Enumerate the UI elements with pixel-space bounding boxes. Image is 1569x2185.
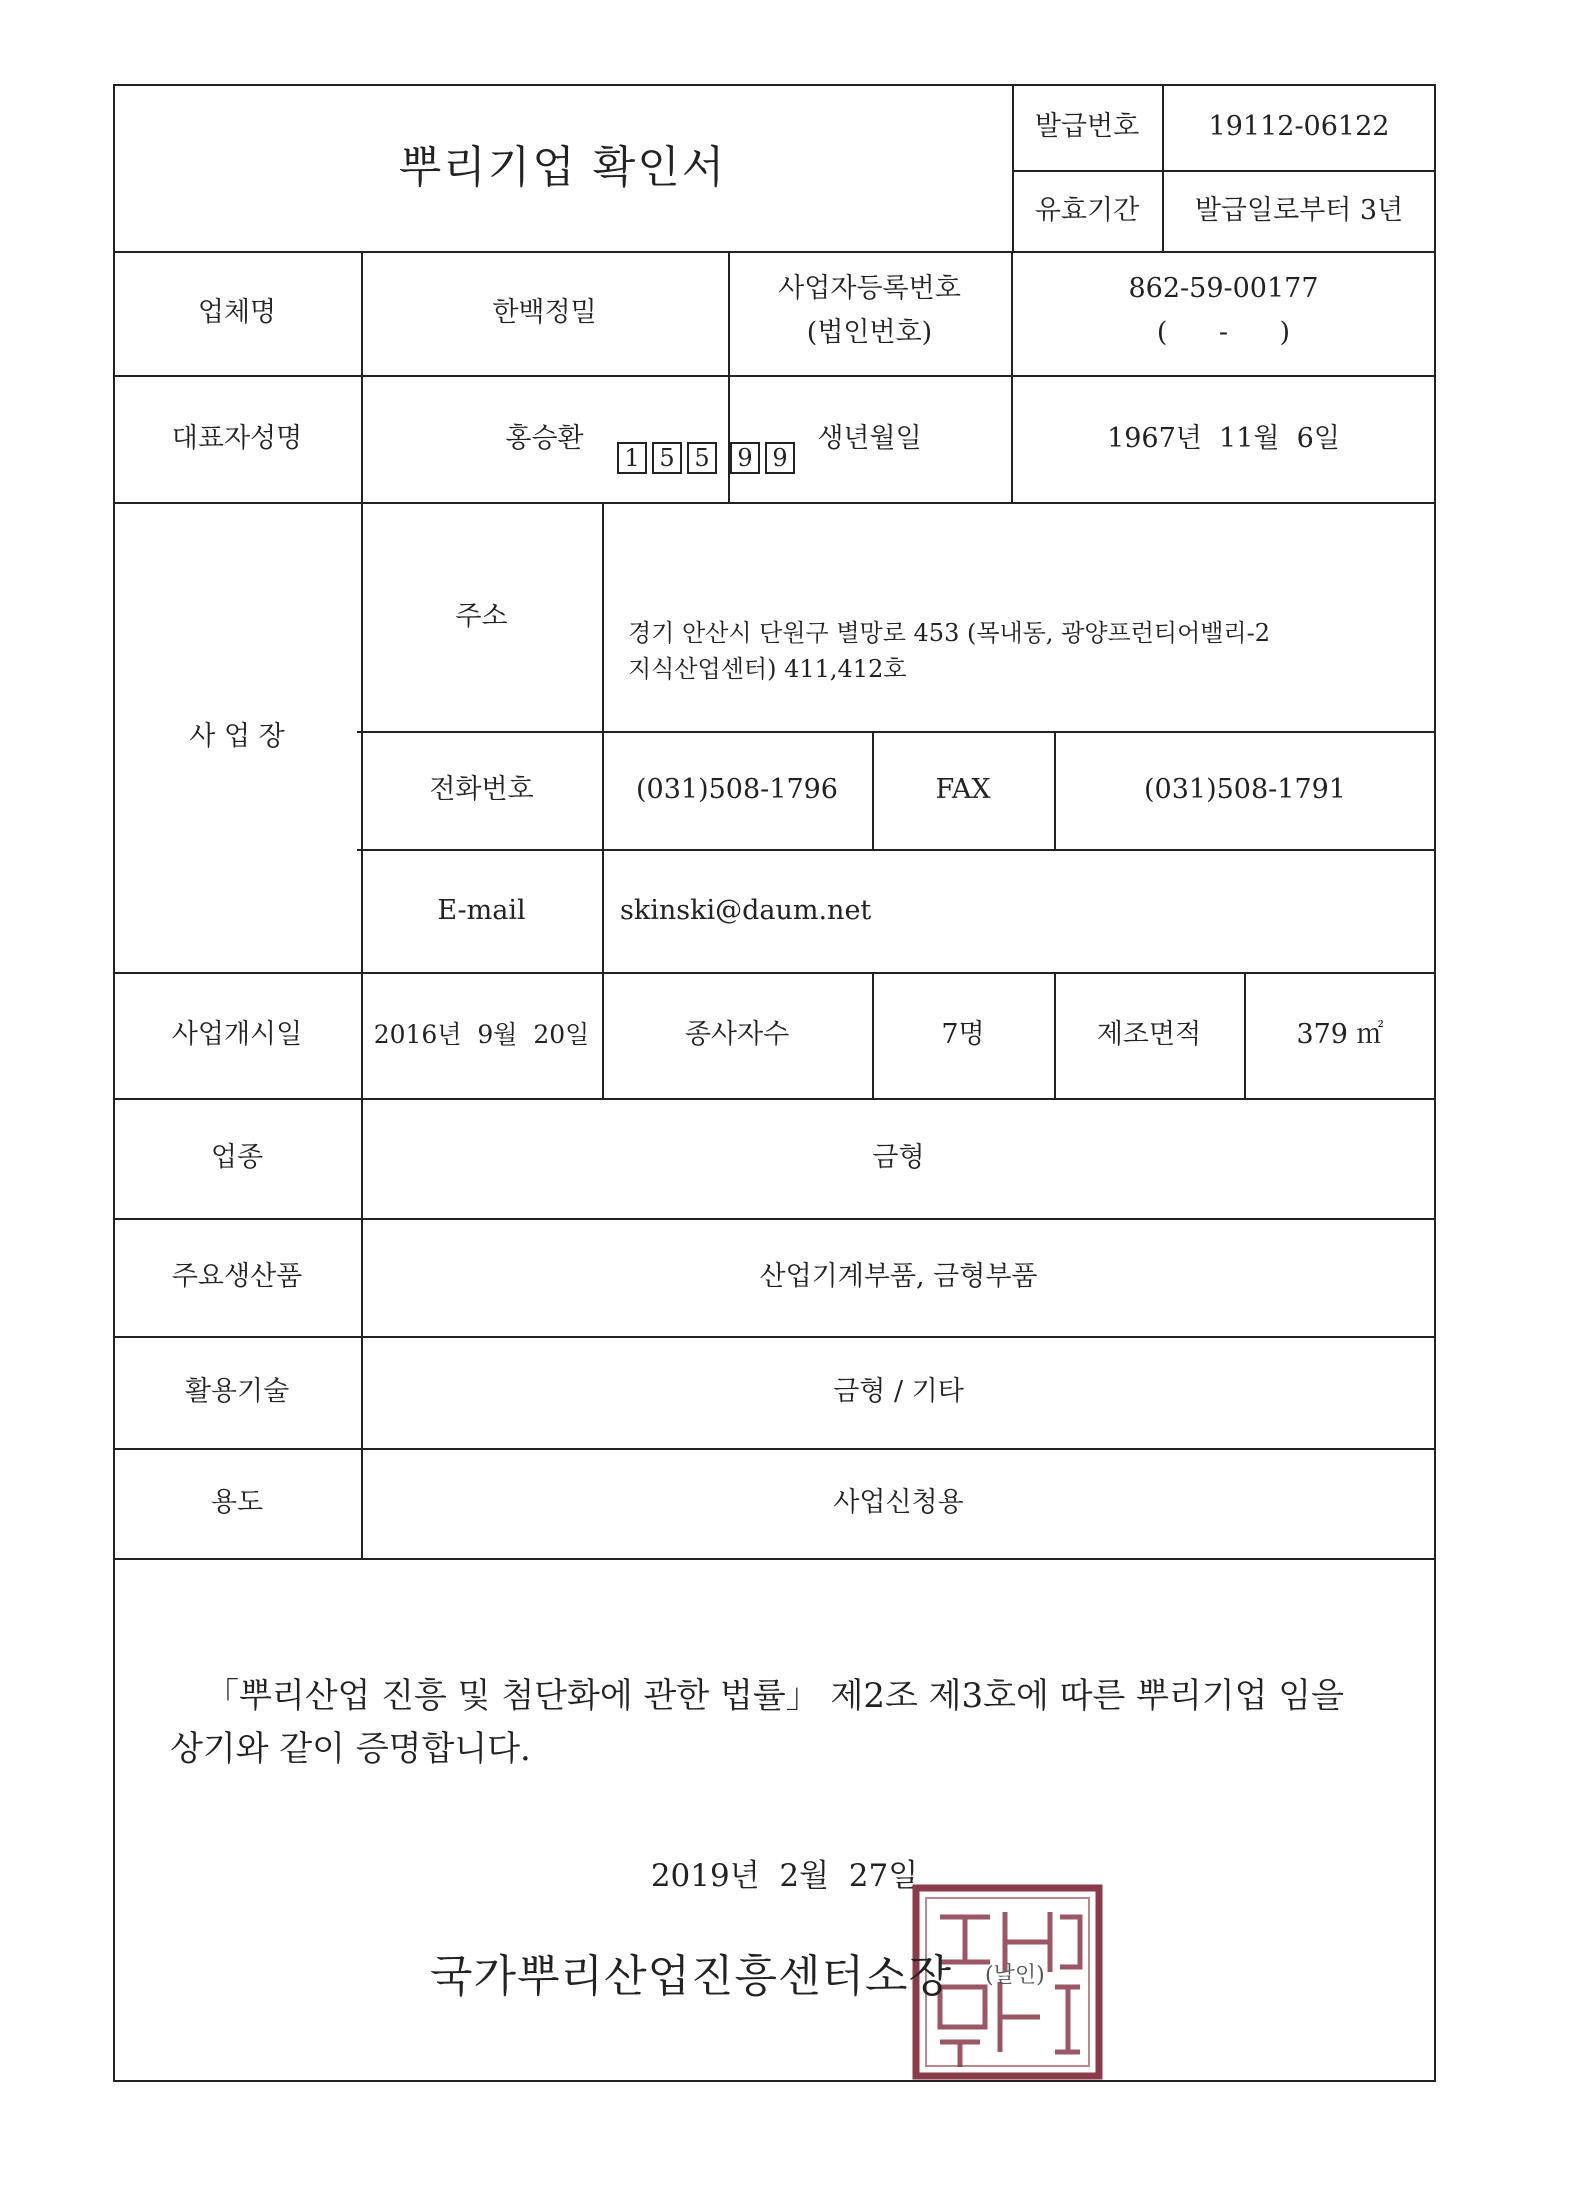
issuer-name: 국가뿌리산업진흥센터소장: [430, 1951, 953, 2002]
validity-label: 유효기간: [1034, 194, 1140, 226]
area-value: 379 ㎡: [1296, 1019, 1384, 1051]
zip-digit: 9: [730, 442, 760, 474]
purpose-value: 사업신청용: [833, 1487, 964, 1519]
representative-label: 대표자성명: [171, 422, 303, 454]
fax-label: FAX: [935, 774, 991, 806]
statement-line-1: 「뿌리산업 진흥 및 첨단화에 관한 법률」 제2조 제3호에 따른 뿌리기업 임을: [205, 1676, 1344, 1716]
area-label: 제조면적: [1096, 1019, 1202, 1051]
statement-line-2: 상기와 같이 증명합니다.: [170, 1728, 531, 1769]
zip-digit: 9: [765, 442, 795, 474]
technology-value: 금형 / 기타: [833, 1376, 964, 1408]
birth-date-value: 1967년 11월 6일: [1107, 422, 1340, 454]
business-start-label: 사업개시일: [171, 1019, 303, 1051]
workplace-label: 사 업 장: [189, 721, 285, 753]
row-divider: [113, 1558, 1436, 1560]
industry-label: 업종: [210, 1142, 264, 1174]
representative-value: 홍승환: [505, 422, 584, 454]
address-label: 주소: [455, 601, 508, 632]
address-line-1: 경기 안산시 단원구 별망로 453 (목내동, 광양프런티어밸리-2: [628, 618, 1270, 647]
products-value: 산업기계부품, 금형부품: [759, 1261, 1038, 1293]
technology-label: 활용기술: [184, 1376, 290, 1408]
company-name-label: 업체명: [197, 297, 277, 329]
zip-digit: 5: [652, 442, 682, 474]
address-line-2: 지식산업센터) 411,412호: [628, 654, 907, 683]
employees-value: 7명: [941, 1019, 985, 1051]
zip-digit: 1: [617, 442, 647, 474]
zip-digit: 5: [687, 442, 717, 474]
industry-value: 금형: [872, 1142, 925, 1174]
registration-number-value: 862-59-00177: [1128, 273, 1319, 305]
business-start-value: 2016년 9월 20일: [373, 1019, 590, 1049]
employees-label: 종사자수: [684, 1019, 790, 1051]
corporate-number-value: ( - ): [1156, 317, 1291, 349]
issue-number-label: 발급번호: [1034, 111, 1140, 143]
phone-value: (031)508-1796: [636, 774, 838, 806]
certification-statement: [170, 1670, 1390, 1775]
seal-note: (날인): [985, 1963, 1045, 1988]
registration-number-label: 사업자등록번호: [778, 273, 961, 305]
products-label: 주요생산품: [171, 1261, 303, 1293]
fax-value: (031)508-1791: [1144, 774, 1346, 806]
email-value: skinski@daum.net: [620, 894, 872, 926]
issue-number-value: 19112-06122: [1208, 111, 1390, 143]
validity-value: 발급일로부터 3년: [1194, 194, 1404, 226]
company-name-value: 한백정밀: [492, 297, 597, 329]
document-title: 뿌리기업 확인서: [398, 141, 727, 193]
email-label: E-mail: [437, 894, 526, 926]
corporate-number-label: (법인번호): [806, 317, 933, 349]
birth-date-label: 생년월일: [817, 422, 922, 454]
purpose-label: 용도: [210, 1487, 264, 1519]
phone-label: 전화번호: [429, 774, 534, 806]
issue-date: 2019년 2월 27일: [650, 1858, 919, 1894]
